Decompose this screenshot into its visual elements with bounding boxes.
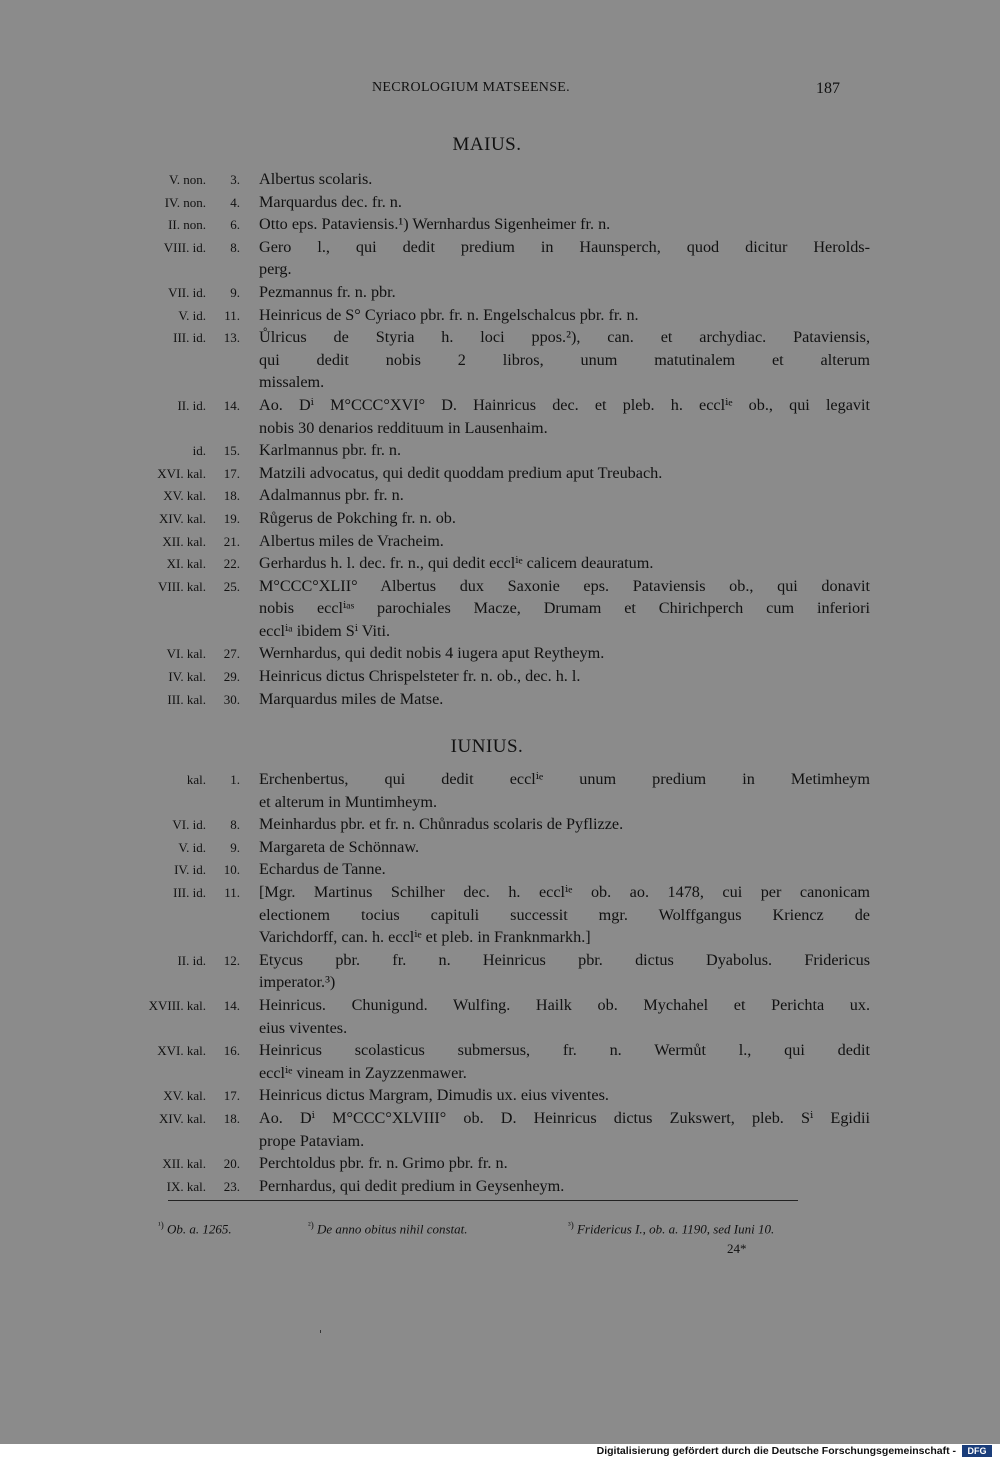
entry-day: 18. bbox=[223, 1110, 240, 1126]
footnote-2-text: De anno obitus nihil constat. bbox=[316, 1221, 468, 1237]
section-title-iunius: IUNIUS. bbox=[450, 736, 524, 757]
entry-line: prope Pataviam. bbox=[259, 1131, 365, 1150]
entry-text bbox=[259, 858, 870, 881]
entry-line: Echardus de Tanne. bbox=[259, 860, 386, 879]
entry-day: 18. bbox=[223, 488, 240, 504]
entry-text bbox=[259, 394, 870, 439]
necrology-entry bbox=[0, 439, 1000, 462]
entry-text bbox=[259, 462, 870, 485]
entry-text bbox=[259, 994, 870, 1039]
entry-date: XVI. kal. bbox=[157, 1043, 206, 1059]
entry-line: Margareta de Schönnaw. bbox=[259, 837, 420, 856]
footnote-3 bbox=[568, 1220, 774, 1237]
entry-text bbox=[259, 642, 870, 665]
entry-line: Heinricus de S° Cyriaco pbr. fr. n. Engelschalcus pbr. fr. n. bbox=[259, 305, 639, 324]
entry-line: Marquardus miles de Matse. bbox=[259, 689, 444, 708]
entries-maius bbox=[0, 168, 1000, 710]
entry-date: IV. kal. bbox=[168, 669, 206, 685]
entry-text bbox=[259, 236, 870, 281]
signature-mark: 24* bbox=[727, 1241, 747, 1256]
entry-date: XII. kal. bbox=[162, 533, 206, 549]
entry-line: Adalmannus pbr. fr. n. bbox=[259, 486, 404, 505]
entry-text bbox=[259, 168, 870, 191]
entry-line: missalem. bbox=[259, 373, 325, 392]
entry-day: 17. bbox=[223, 465, 240, 481]
entry-line: [Mgr. Martinus Schilher dec. h. ecclⁱᵉ ob. ao. 1478, cui per canonicam bbox=[259, 882, 870, 901]
footnote-2-mark: ²) bbox=[308, 1220, 314, 1230]
dfg-footer-bar bbox=[0, 1444, 1000, 1459]
entry-date: II. non. bbox=[168, 217, 206, 233]
necrology-entry bbox=[0, 688, 1000, 711]
necrology-entry bbox=[0, 507, 1000, 530]
entry-date: V. id. bbox=[178, 307, 206, 323]
entry-date: XV. kal. bbox=[163, 488, 206, 504]
entry-date: XVI. kal. bbox=[157, 465, 206, 481]
necrology-entry bbox=[0, 858, 1000, 881]
entry-day: 19. bbox=[223, 510, 240, 526]
necrology-entry bbox=[0, 575, 1000, 643]
entry-date: XI. kal. bbox=[166, 556, 206, 572]
entry-text bbox=[259, 439, 870, 462]
footnote-2 bbox=[308, 1220, 468, 1237]
entry-text bbox=[259, 665, 870, 688]
entry-line: imperator.³) bbox=[259, 973, 336, 992]
entry-text bbox=[259, 949, 870, 994]
necrology-entry bbox=[0, 191, 1000, 214]
entry-date: XVIII. kal. bbox=[148, 997, 206, 1013]
necrology-entry bbox=[0, 642, 1000, 665]
entry-day: 23. bbox=[223, 1178, 240, 1194]
entry-day: 8. bbox=[230, 239, 240, 255]
entry-line: Erchenbertus, qui dedit ecclⁱᵉ unum predium in Metimheym bbox=[259, 770, 870, 788]
entry-text bbox=[259, 575, 870, 643]
entry-day: 14. bbox=[223, 397, 240, 413]
entry-line: Etycus pbr. fr. n. Heinricus pbr. dictus Dyabolus. Fridericus bbox=[259, 950, 870, 969]
entry-date: XV. kal. bbox=[163, 1088, 206, 1104]
entry-line: ecclⁱᵉ vineam in Zayzzenmawer. bbox=[259, 1063, 467, 1082]
necrology-entry bbox=[0, 530, 1000, 553]
entry-line: Marquardus dec. fr. n. bbox=[259, 192, 402, 211]
entry-text bbox=[259, 1084, 870, 1107]
necrology-entry bbox=[0, 836, 1000, 859]
entry-line: Perchtoldus pbr. fr. n. Grimo pbr. fr. n. bbox=[259, 1154, 508, 1173]
entry-text bbox=[259, 213, 870, 236]
entry-line: Ao. Dⁱ M°CCC°XVI° D. Hainricus dec. et pleb. h. ecclⁱᵉ ob., qui legavit bbox=[259, 395, 870, 414]
entry-day: 6. bbox=[230, 217, 240, 233]
necrology-entry bbox=[0, 213, 1000, 236]
entry-line: Albertus scolaris. bbox=[259, 170, 373, 188]
entry-text bbox=[259, 191, 870, 214]
entry-line: Ůlricus de Styria h. loci ppos.²), can. et archydiac. Pataviensis, bbox=[259, 328, 870, 347]
entry-date: III. kal. bbox=[167, 691, 206, 707]
entry-text bbox=[259, 552, 870, 575]
entry-text bbox=[259, 507, 870, 530]
entry-date: II. id. bbox=[177, 952, 206, 968]
entry-date: VI. id. bbox=[172, 817, 206, 833]
page-number: 187 bbox=[816, 80, 840, 97]
entry-day: 1. bbox=[230, 772, 240, 787]
entry-date: VIII. id. bbox=[163, 239, 206, 255]
running-head: NECROLOGIUM MATSEENSE. bbox=[372, 80, 570, 95]
entry-line: Meinhardus pbr. et fr. n. Chůnradus scolaris de Pyflizze. bbox=[259, 815, 624, 834]
entry-line: Gerhardus h. l. dec. fr. n., qui dedit ecclⁱᵉ calicem deauratum. bbox=[259, 554, 654, 573]
entry-text bbox=[259, 1152, 870, 1175]
entry-day: 11. bbox=[224, 884, 240, 900]
entry-line: Albertus miles de Vracheim. bbox=[259, 531, 444, 550]
entry-date: id. bbox=[192, 443, 206, 459]
footnote-1-mark: ¹) bbox=[158, 1220, 164, 1230]
entries-iunius bbox=[0, 768, 1000, 1197]
entry-line: Karlmannus pbr. fr. n. bbox=[259, 441, 402, 460]
entry-date: III. id. bbox=[173, 330, 206, 346]
entry-line: Gero l., qui dedit predium in Haunsperch, quod dicitur Herolds- bbox=[259, 237, 870, 256]
entry-text bbox=[259, 304, 870, 327]
entry-text bbox=[259, 813, 870, 836]
entry-day: 9. bbox=[230, 284, 240, 300]
necrology-entry bbox=[0, 949, 1000, 994]
footnote-3-mark: ³) bbox=[568, 1220, 574, 1230]
necrology-entry bbox=[0, 304, 1000, 327]
necrology-entry bbox=[0, 168, 1000, 191]
entry-text bbox=[259, 326, 870, 394]
entry-date: VI. kal. bbox=[166, 646, 206, 662]
entry-date: IX. kal. bbox=[166, 1178, 206, 1194]
entry-text bbox=[259, 281, 870, 304]
entry-line: perg. bbox=[259, 260, 292, 279]
entry-line: nobis ecclⁱᵃˢ parochiales Macze, Drumam et Chirichperch cum inferiori bbox=[259, 599, 870, 618]
entry-text bbox=[259, 1175, 870, 1198]
entry-day: 20. bbox=[223, 1156, 240, 1172]
entry-line: Pezmannus fr. n. pbr. bbox=[259, 282, 396, 301]
necrology-entry bbox=[0, 768, 1000, 813]
entry-day: 8. bbox=[230, 817, 240, 833]
entry-line: Otto eps. Pataviensis.¹) Wernhardus Sigenheimer fr. n. bbox=[259, 215, 611, 234]
necrology-entry bbox=[0, 1107, 1000, 1152]
necrology-entry bbox=[0, 484, 1000, 507]
entry-text bbox=[259, 484, 870, 507]
footnote-1 bbox=[158, 1220, 232, 1237]
entry-date: IV. id. bbox=[174, 862, 206, 878]
necrology-entry bbox=[0, 1084, 1000, 1107]
footnote-1-text: Ob. a. 1265. bbox=[166, 1221, 232, 1237]
entry-day: 29. bbox=[223, 669, 240, 685]
entry-text bbox=[259, 768, 870, 813]
entry-date: V. non. bbox=[169, 172, 206, 187]
entry-date: XIV. kal. bbox=[158, 1110, 206, 1126]
necrology-entry bbox=[0, 326, 1000, 394]
necrology-entry bbox=[0, 994, 1000, 1039]
entry-line: Heinricus dictus Chrispelsteter fr. n. ob., dec. h. l. bbox=[259, 667, 581, 686]
entry-text bbox=[259, 1107, 870, 1152]
entry-line: Heinricus scolasticus submersus, fr. n. Wermůt l., qui dedit bbox=[259, 1041, 870, 1060]
entry-day: 16. bbox=[223, 1043, 240, 1059]
entry-line: qui dedit nobis 2 libros, unum matutinalem et alterum bbox=[259, 350, 870, 369]
entry-line: ecclⁱᵃ ibidem Sⁱ Viti. bbox=[259, 621, 391, 640]
necrology-entry bbox=[0, 552, 1000, 575]
entry-day: 10. bbox=[223, 862, 240, 878]
necrology-entry bbox=[0, 394, 1000, 439]
entry-line: Varichdorff, can. h. ecclⁱᵉ et pleb. in Franknmarkh.] bbox=[259, 928, 591, 947]
entry-date: XIV. kal. bbox=[158, 510, 206, 526]
entry-day: 27. bbox=[223, 646, 240, 662]
entry-date: VIII. kal. bbox=[157, 578, 206, 594]
footnote-rule bbox=[168, 1200, 798, 1201]
entry-day: 14. bbox=[223, 997, 240, 1013]
entry-day: 25. bbox=[223, 578, 240, 594]
entry-day: 17. bbox=[223, 1088, 240, 1104]
entry-day: 3. bbox=[230, 172, 240, 187]
necrology-entry bbox=[0, 665, 1000, 688]
entry-day: 22. bbox=[223, 556, 240, 572]
entry-text bbox=[259, 688, 870, 711]
entry-day: 12. bbox=[223, 952, 240, 968]
necrology-entry bbox=[0, 1039, 1000, 1084]
entry-line: Heinricus dictus Margram, Dimudis ux. eius viventes. bbox=[259, 1086, 609, 1105]
entry-day: 15. bbox=[223, 443, 240, 459]
entry-line: M°CCC°XLII° Albertus dux Saxonie eps. Pataviensis ob., qui donavit bbox=[259, 576, 870, 595]
footnote-3-text: Fridericus I., ob. a. 1190, sed Iuni 10. bbox=[576, 1221, 775, 1237]
dfg-credit-text: Digitalisierung gefördert durch die Deutsche Forschungsgemeinschaft - bbox=[596, 1445, 956, 1457]
necrology-entry bbox=[0, 881, 1000, 949]
entry-date: III. id. bbox=[173, 884, 206, 900]
entry-line: Heinricus. Chunigund. Wulfing. Hailk ob. Mychahel et Perichta ux. bbox=[259, 995, 870, 1014]
entry-line: Pernhardus, qui dedit predium in Geysenheym. bbox=[259, 1176, 565, 1195]
entry-date: XII. kal. bbox=[162, 1156, 206, 1172]
entry-date: V. id. bbox=[178, 839, 206, 855]
entry-day: 11. bbox=[224, 307, 240, 323]
entry-line: Matzili advocatus, qui dedit quoddam predium aput Treubach. bbox=[259, 463, 663, 482]
entry-date: II. id. bbox=[177, 397, 206, 413]
entry-day: 21. bbox=[223, 533, 240, 549]
necrology-entry bbox=[0, 1175, 1000, 1198]
entry-date: IV. non. bbox=[164, 194, 206, 210]
entry-day: 13. bbox=[223, 330, 240, 346]
entry-day: 30. bbox=[223, 691, 240, 707]
necrology-entry bbox=[0, 462, 1000, 485]
entry-line: Růgerus de Pokching fr. n. ob. bbox=[259, 508, 456, 527]
necrology-entry bbox=[0, 1152, 1000, 1175]
necrology-entry bbox=[0, 236, 1000, 281]
entry-text bbox=[259, 1039, 870, 1084]
entry-day: 9. bbox=[230, 839, 240, 855]
entry-line: et alterum in Muntimheym. bbox=[259, 792, 438, 811]
entry-line: nobis 30 denarios reddituum in Lausenhaim. bbox=[259, 418, 548, 437]
entry-line: Wernhardus, qui dedit nobis 4 iugera aput Reytheym. bbox=[259, 644, 605, 663]
entry-line: Ao. Dⁱ M°CCC°XLVIII° ob. D. Heinricus dictus Zukswert, pleb. Sⁱ Egidii bbox=[259, 1108, 870, 1127]
entry-line: eius viventes. bbox=[259, 1018, 348, 1037]
dfg-logo: DFG bbox=[962, 1445, 992, 1457]
entry-line: electionem tocius capituli successit mgr. Wolffgangus Kriencz de bbox=[259, 905, 870, 924]
entry-text bbox=[259, 881, 870, 949]
section-title-maius: MAIUS. bbox=[452, 134, 522, 155]
entry-day: 4. bbox=[230, 194, 240, 210]
entry-text bbox=[259, 530, 870, 553]
necrology-entry bbox=[0, 281, 1000, 304]
entry-text bbox=[259, 836, 870, 859]
necrology-entry bbox=[0, 813, 1000, 836]
entry-date: VII. id. bbox=[168, 284, 206, 300]
scan-speck bbox=[320, 1330, 321, 1333]
entry-date: kal. bbox=[186, 772, 206, 787]
